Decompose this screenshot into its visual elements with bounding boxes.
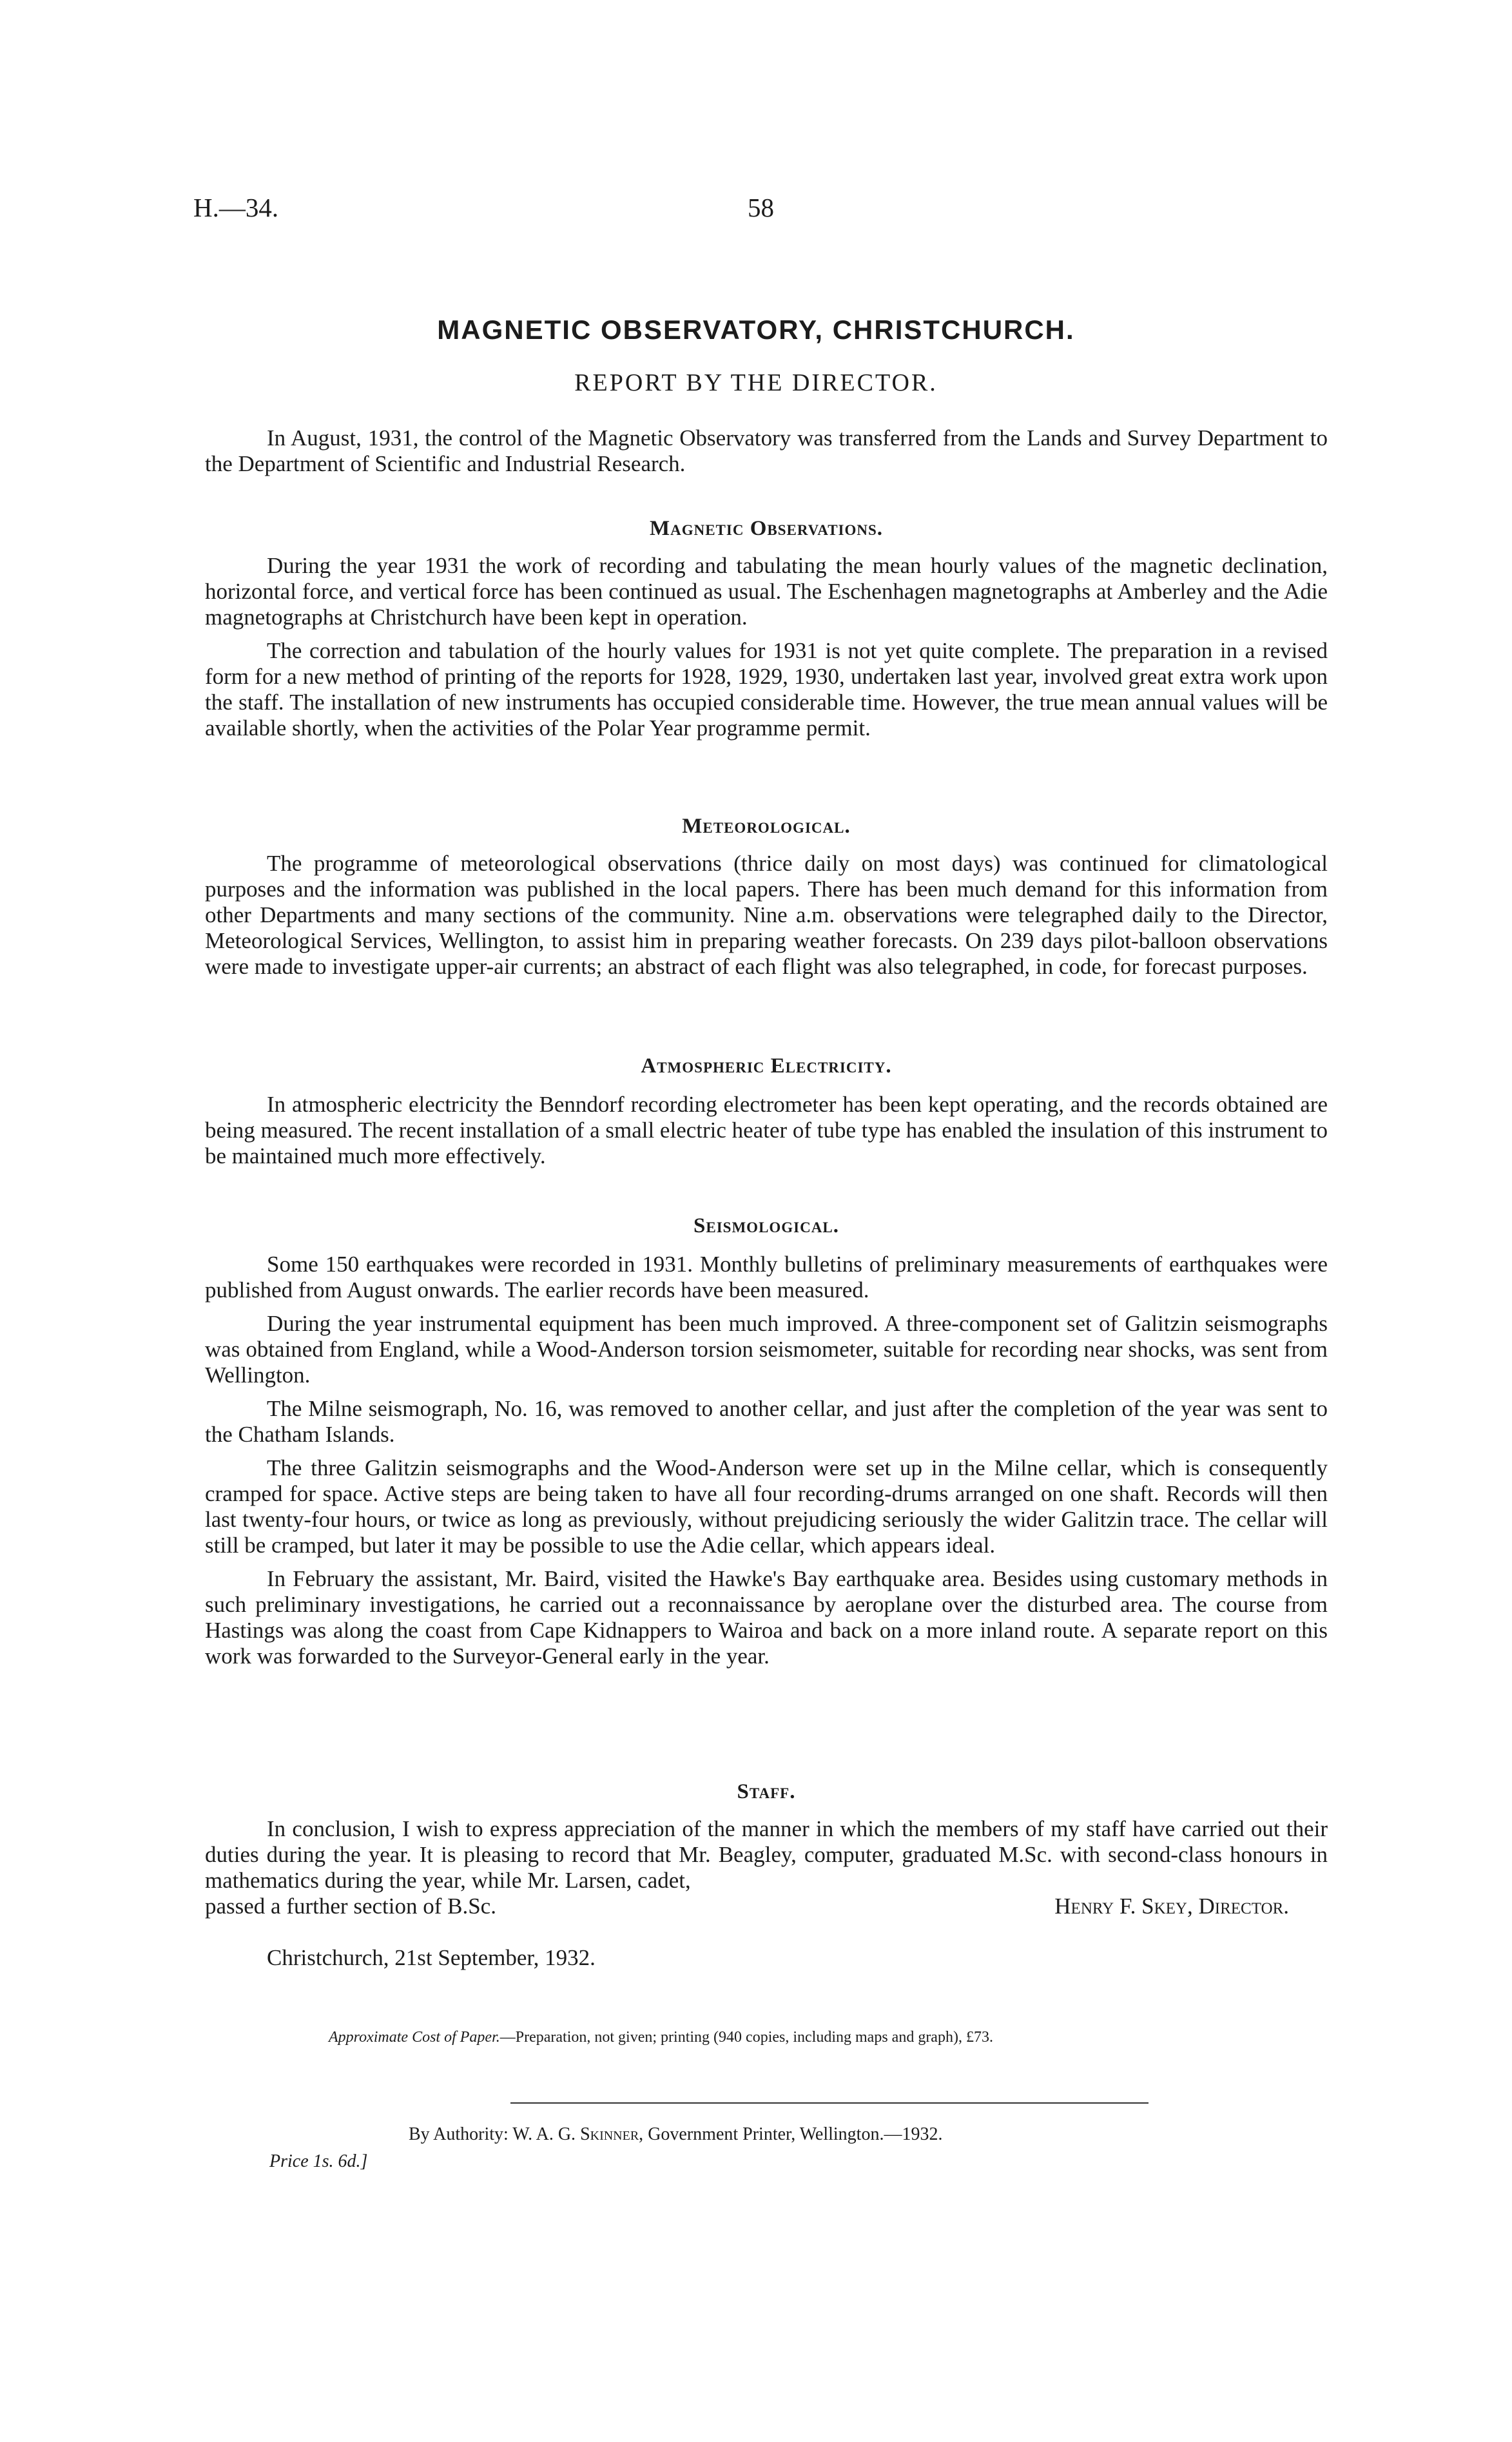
footer-rule <box>510 2102 1149 2104</box>
section-heading: Seismological. <box>693 1214 839 1237</box>
section-heading: Meteorological. <box>682 815 851 838</box>
section-seismological <box>205 1213 1328 1239</box>
paragraph: The Milne seismograph, No. 16, was removed to another cellar, and just after the completion of the year was sent to the Chatham Islands. <box>205 1396 1328 1447</box>
report-subtitle: REPORT BY THE DIRECTOR. <box>574 369 938 396</box>
director-signature: Henry F. Skey, Director. <box>1054 1894 1289 1919</box>
intro-paragraph: In August, 1931, the control of the Magnetic Observatory was transferred from the Lands and Survey Department to the Department of Scientific and Industrial Research. <box>205 425 1328 476</box>
paragraph: The programme of meteorological observations (thrice daily on most days) was continued for climatological purposes and the information was published in the local papers. There has been much demand for this information from other Departments and many sections of the community. Nine a.m. observations were telegraphed daily to the Director, Meteorological Services, Wellington, to assist him in preparing weather forecasts. On 239 days pilot-balloon observations were made to investigate upper-air currents; an abstract of each flight was also telegraphed, in code, for forecast purposes. <box>205 851 1328 979</box>
paragraph: In February the assistant, Mr. Baird, visited the Hawke's Bay earthquake area. Besides using customary methods in such preliminary investigations, he carried out a reconnaissance by aeroplane over the disturbed area. The course from Hastings was along the coast from Cape Kidnappers to Wairoa and back on a more inland route. A separate report on this work was forwarded to the Surveyor-General early in the year. <box>205 1566 1328 1669</box>
section-staff <box>205 1779 1328 1805</box>
paragraph: Some 150 earthquakes were recorded in 1931. Monthly bulletins of preliminary measurements of earthquakes were published from August onwards. The earlier records have been measured. <box>205 1252 1328 1303</box>
cost-text: —Preparation, not given; printing (940 copies, including maps and graph), £73. <box>499 2029 993 2046</box>
section-atmospheric-body <box>205 1092 1328 1177</box>
paragraph: The correction and tabulation of the hourly values for 1931 is not yet quite complete. The preparation in a revised form for a new method of printing of the reports for 1928, 1929, 1930, undertaken last year, involved great extra work upon the staff. The installation of new instruments has occupied considerable time. However, the true mean annual values will be available shortly, when the activities of the Polar Year programme permit. <box>205 638 1328 741</box>
paragraph: The three Galitzin seismographs and the Wood-Anderson were set up in the Milne cellar, which is consequently cramped for space. Active steps are being taken to have all four recording-drums arranged on one shaft. Records will then last twenty-four hours, or twice as long as previously, without prejudicing seriously the wider Galitzin trace. The cellar will still be cramped, but later it may be possible to use the Adie cellar, which appears ideal. <box>205 1455 1328 1558</box>
document-reference: H.—34. <box>193 193 279 222</box>
section-heading: Atmospheric Electricity. <box>641 1054 892 1078</box>
section-meteorological <box>205 813 1328 839</box>
section-heading: Magnetic Observations. <box>649 517 884 540</box>
paragraph-last-line: passed a further section of B.Sc. <box>205 1894 496 1919</box>
price: Price 1s. 6d.] <box>269 2151 368 2171</box>
cost-note <box>329 2029 993 2046</box>
section-magnetic-body <box>205 553 1328 749</box>
signature-line <box>205 1894 1328 1919</box>
intro-block <box>205 425 1328 485</box>
paragraph: In atmospheric electricity the Benndorf recording electrometer has been kept operating, and the records obtained are being measured. The recent installation of a small electric heater of tube type has enabled the insulation of this instrument to be maintained much more effectively. <box>205 1092 1328 1168</box>
section-atmospheric <box>205 1053 1328 1079</box>
paragraph: In conclusion, I wish to express appreciation of the manner in which the members of my staff have carried out their duties during the year. It is pleasing to record that Mr. Beagley, computer, graduated M.Sc. with second-class honours in mathematics during the year, while Mr. Larsen, cadet, <box>205 1816 1328 1893</box>
printer-initials: W. A. G. <box>512 2124 576 2144</box>
page-number: 58 <box>748 193 774 222</box>
section-staff-body <box>205 1816 1328 1979</box>
report-title: MAGNETIC OBSERVATORY, CHRISTCHURCH. <box>437 315 1075 345</box>
section-meteorological-body <box>205 851 1328 987</box>
section-heading: Staff. <box>737 1780 796 1803</box>
section-seismological-body <box>205 1252 1328 1677</box>
authority-prefix: By Authority: <box>409 2124 509 2144</box>
section-magnetic <box>205 516 1328 541</box>
cost-label: Approximate Cost of Paper. <box>329 2029 500 2046</box>
authority-rest: Government Printer, Wellington.—1932. <box>648 2124 943 2144</box>
printer-name: Skinner, <box>580 2124 644 2144</box>
printer-authority <box>409 2124 942 2145</box>
place-and-date: Christchurch, 21st September, 1932. <box>267 1945 596 1970</box>
paragraph: During the year instrumental equipment has been much improved. A three-component set of Galitzin seismographs was obtained from England, while a Wood-Anderson torsion seismometer, suitable for recording near shocks, was sent from Wellington. <box>205 1311 1328 1388</box>
paragraph: During the year 1931 the work of recording and tabulating the mean hourly values of the magnetic declination, horizontal force, and vertical force has been continued as usual. The Eschenhagen magnetographs at Amberley and the Adie magnetographs at Christchurch have been kept in operation. <box>205 553 1328 630</box>
